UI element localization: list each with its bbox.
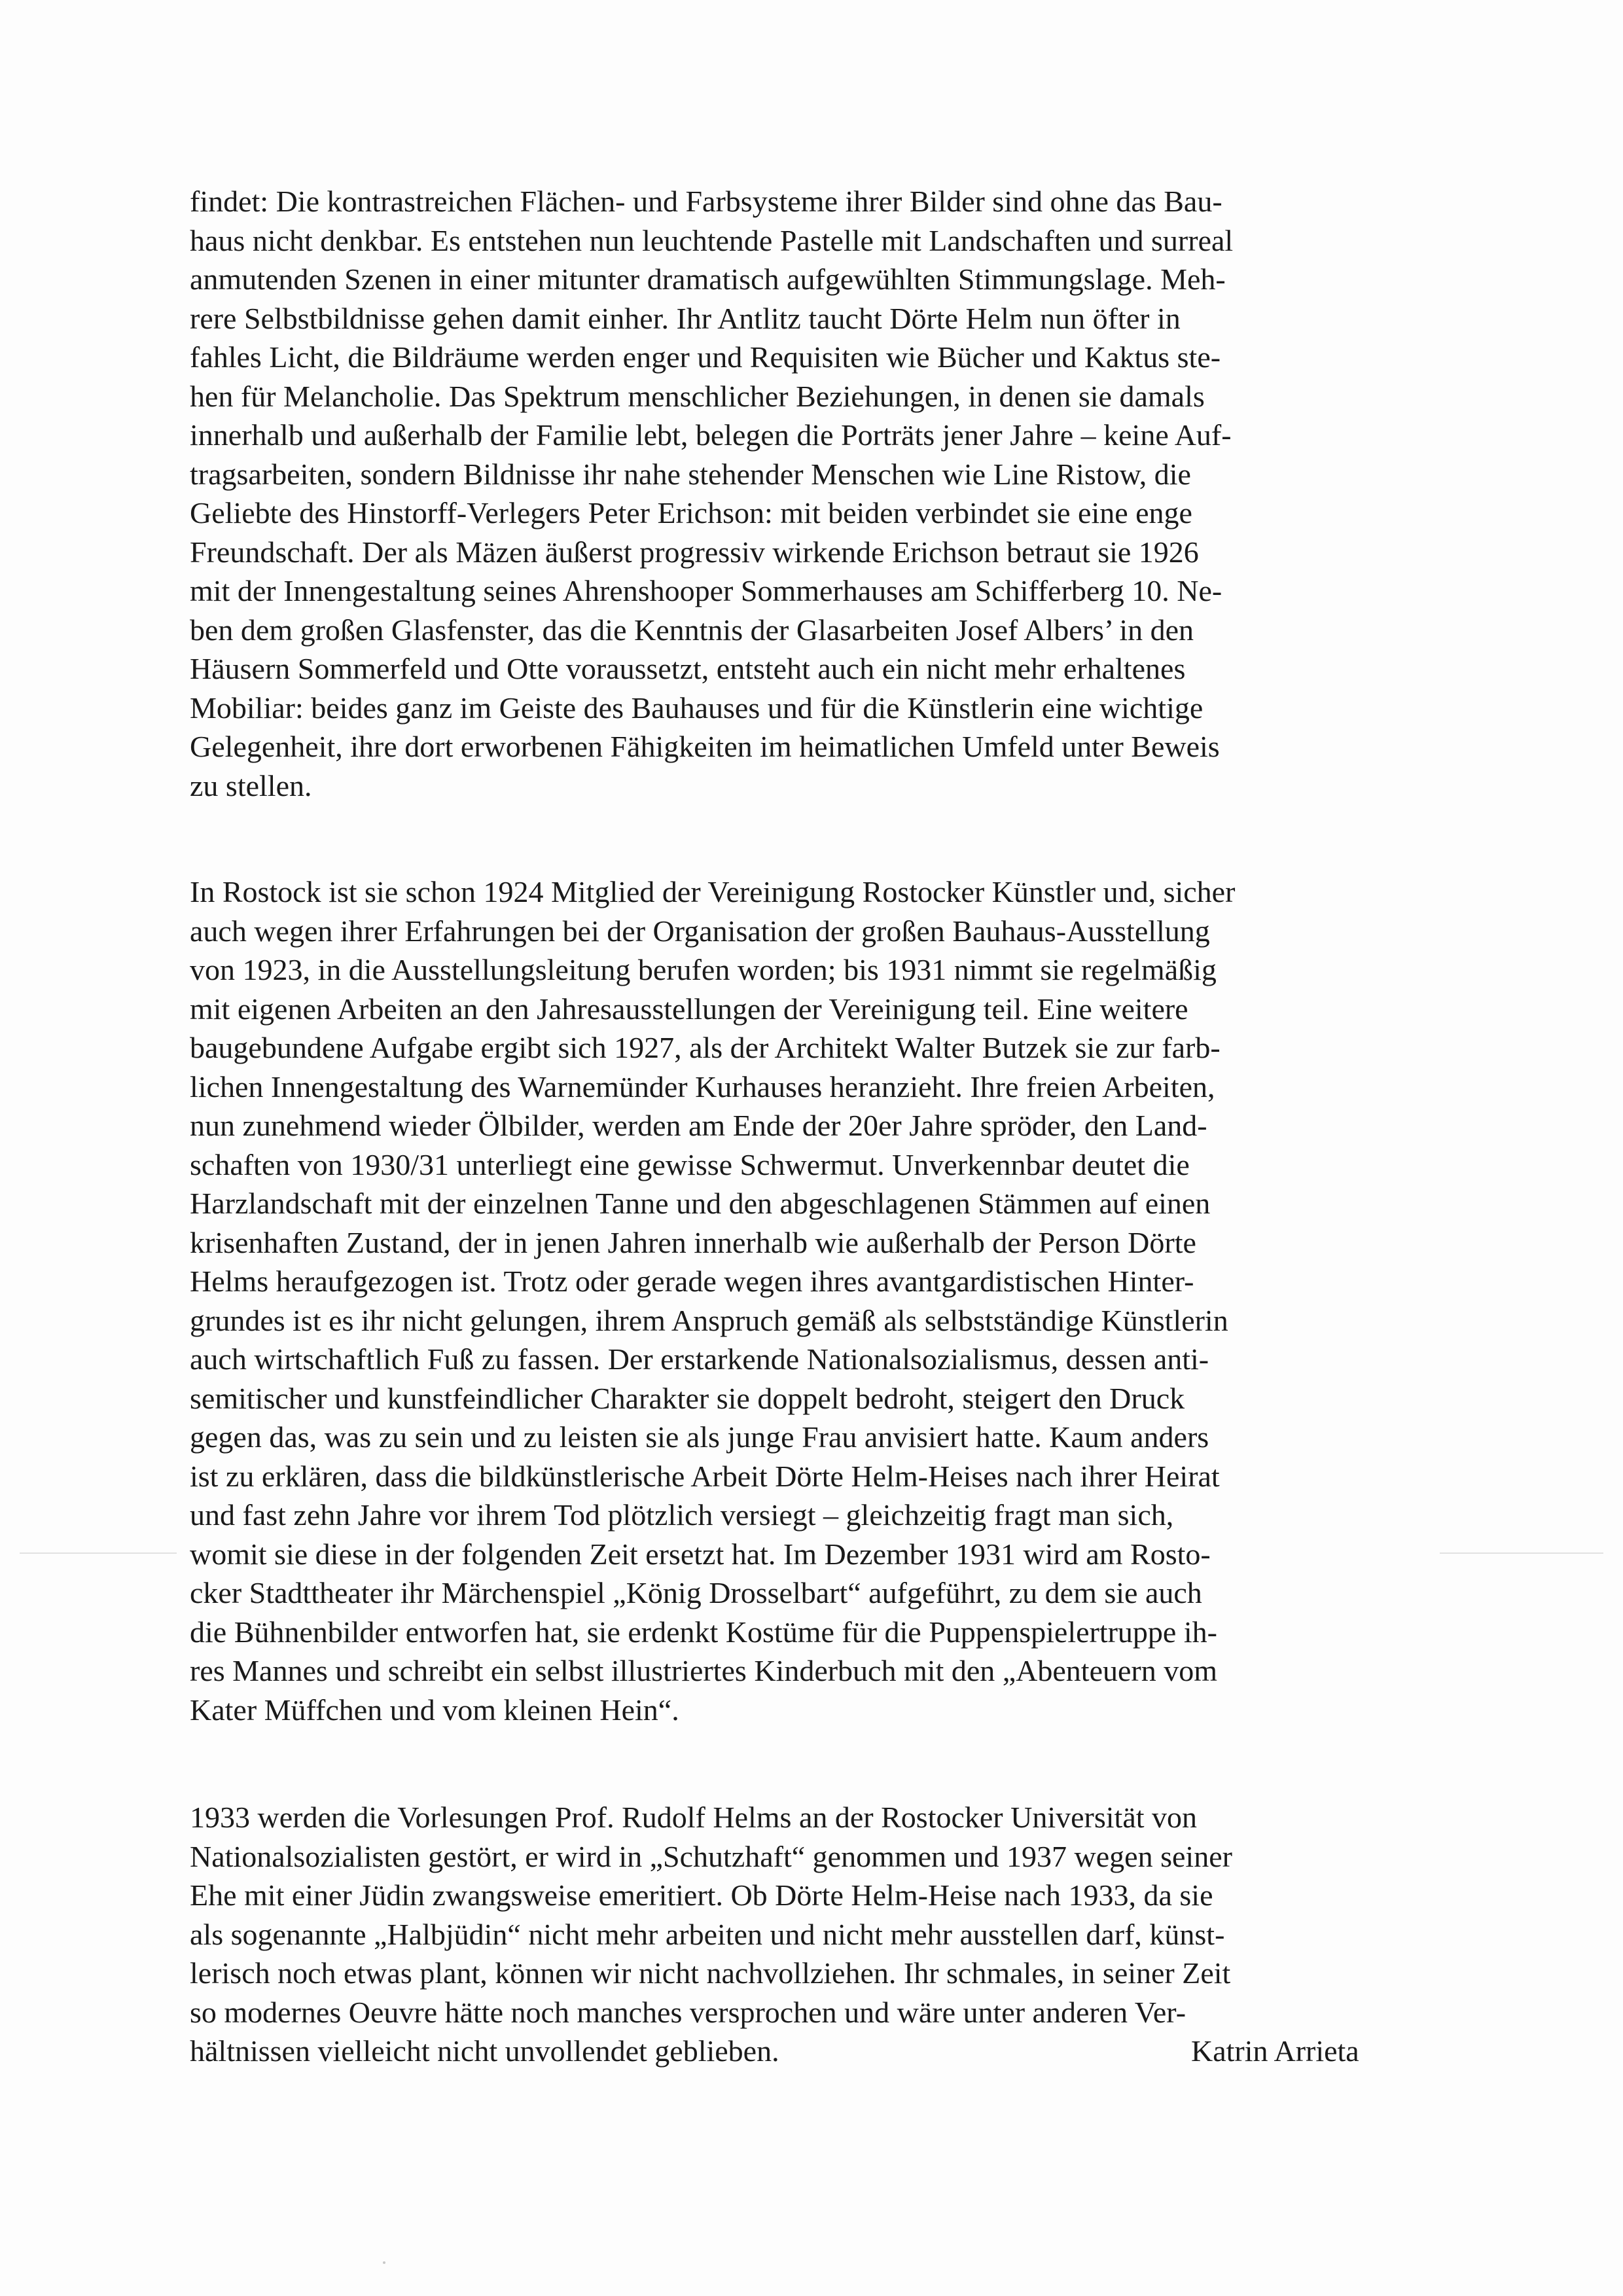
text-line: innerhalb und außerhalb der Familie lebt, belegen die Porträts jener Jahre – keine Auf- <box>190 418 1232 452</box>
text-line: Geliebte des Hinstorff-Verlegers Peter Erichson: mit beiden verbindet sie eine enge <box>190 496 1192 529</box>
text-line: gegen das, was zu sein und zu leisten sie als junge Frau anvisiert hatte. Kaum anders <box>190 1420 1209 1454</box>
paragraph-1 <box>190 182 1433 805</box>
text-line: mit eigenen Arbeiten an den Jahresausstellungen der Vereinigung teil. Eine weitere <box>190 992 1188 1026</box>
paragraph-3 <box>190 1798 1433 2071</box>
text-line: In Rostock ist sie schon 1924 Mitglied der Vereinigung Rostocker Künstler und, sicher <box>190 875 1236 908</box>
author-name: Katrin Arrieta <box>1191 2034 1359 2068</box>
text-line: auch wegen ihrer Erfahrungen bei der Organisation der großen Bauhaus-Ausstellung <box>190 914 1210 948</box>
text-line-with-signature <box>190 2032 1433 2071</box>
text-line: lichen Innengestaltung des Warnemünder Kurhauses heranzieht. Ihre freien Arbeiten, <box>190 1069 1215 1103</box>
text-line: von 1923, in die Ausstellungsleitung berufen worden; bis 1931 nimmt sie regelmäßig <box>190 953 1217 986</box>
text-line: Ehe mit einer Jüdin zwangsweise emeritiert. Ob Dörte Helm-Heise nach 1933, da sie <box>190 1878 1213 1912</box>
text-line: Kater Müffchen und vom kleinen Hein“. <box>190 1693 679 1727</box>
text-line: Freundschaft. Der als Mäzen äußerst progressiv wirkende Erichson betraut sie 1926 <box>190 535 1199 569</box>
text-line: die Bühnenbilder entworfen hat, sie erdenkt Kostüme für die Puppenspielertruppe ih- <box>190 1615 1217 1649</box>
text-line: baugebundene Aufgabe ergibt sich 1927, als der Architekt Walter Butzek sie zur farb- <box>190 1031 1221 1064</box>
text-line: grundes ist es ihr nicht gelungen, ihrem Anspruch gemäß als selbstständige Künstlerin <box>190 1303 1228 1337</box>
scan-line-artifact <box>20 1552 177 1554</box>
text-line: ben dem großen Glasfenster, das die Kenntnis der Glasarbeiten Josef Albers’ in den <box>190 613 1194 647</box>
text-line: Mobiliar: beides ganz im Geiste des Bauhauses und für die Künstlerin eine wichtige <box>190 691 1204 725</box>
text-line: Gelegenheit, ihre dort erworbenen Fähigkeiten im heimatlichen Umfeld unter Beweis <box>190 730 1220 763</box>
text-line: ist zu erklären, dass die bildkünstlerische Arbeit Dörte Helm-Heises nach ihrer Heirat <box>190 1459 1220 1493</box>
paragraph-2 <box>190 872 1433 1729</box>
scan-dot-artifact <box>383 2261 385 2264</box>
text-line: auch wirtschaftlich Fuß zu fassen. Der erstarkende Nationalsozialismus, dessen anti- <box>190 1342 1209 1376</box>
text-line: tragsarbeiten, sondern Bildnisse ihr nahe stehender Menschen wie Line Ristow, die <box>190 457 1191 491</box>
text-line: so modernes Oeuvre hätte noch manches versprochen und wäre unter anderen Ver- <box>190 1995 1186 2029</box>
text-line: schaften von 1930/31 unterliegt eine gewisse Schwermut. Unverkennbar deutet die <box>190 1147 1190 1181</box>
text-line: krisenhaften Zustand, der in jenen Jahren innerhalb wie außerhalb der Person Dörte <box>190 1225 1196 1259</box>
text-line: hen für Melancholie. Das Spektrum menschlicher Beziehungen, in denen sie damals <box>190 379 1205 413</box>
text-line: zu stellen. <box>190 768 312 802</box>
text-line: Harzlandschaft mit der einzelnen Tanne und den abgeschlagenen Stämmen auf einen <box>190 1187 1211 1220</box>
text-line: womit sie diese in der folgenden Zeit ersetzt hat. Im Dezember 1931 wird am Rosto- <box>190 1537 1211 1571</box>
text-line: 1933 werden die Vorlesungen Prof. Rudolf Helms an der Rostocker Universität von <box>190 1801 1198 1834</box>
text-line: nun zunehmend wieder Ölbilder, werden am Ende der 20er Jahre spröder, den Land- <box>190 1109 1207 1142</box>
text-line: als sogenannte „Halbjüdin“ nicht mehr arbeiten und nicht mehr ausstellen darf, künst- <box>190 1917 1225 1951</box>
text-line: und fast zehn Jahre vor ihrem Tod plötzlich versiegt – gleichzeitig fragt man sich, <box>190 1498 1174 1532</box>
text-line: cker Stadttheater ihr Märchenspiel „König Drosselbart“ aufgeführt, zu dem sie auch <box>190 1576 1202 1609</box>
text-line: haus nicht denkbar. Es entstehen nun leuchtende Pastelle mit Landschaften und surreal <box>190 223 1234 257</box>
text-line: fahles Licht, die Bildräume werden enger und Requisiten wie Bücher und Kaktus ste- <box>190 340 1221 374</box>
text-line: mit der Innengestaltung seines Ahrenshooper Sommerhauses am Schifferberg 10. Ne- <box>190 574 1222 607</box>
text-line: rere Selbstbildnisse gehen damit einher. Ihr Antlitz taucht Dörte Helm nun öfter in <box>190 301 1181 335</box>
text-line: Häusern Sommerfeld und Otte voraussetzt, entsteht auch ein nicht mehr erhaltenes <box>190 652 1186 685</box>
text-line: hältnissen vielleicht nicht unvollendet geblieben. <box>190 2034 779 2068</box>
text-line: Helms heraufgezogen ist. Trotz oder gerade wegen ihres avantgardistischen Hinter- <box>190 1265 1194 1298</box>
text-line: lerisch noch etwas plant, können wir nicht nachvollziehen. Ihr schmales, in seiner Zeit <box>190 1956 1231 1990</box>
scan-line-artifact <box>1440 1552 1603 1554</box>
text-line: res Mannes und schreibt ein selbst illustriertes Kinderbuch mit den „Abenteuern vom <box>190 1654 1217 1687</box>
text-line: semitischer und kunstfeindlicher Charakter sie doppelt bedroht, steigert den Druck <box>190 1381 1185 1415</box>
text-line: findet: Die kontrastreichen Flächen- und Farbsysteme ihrer Bilder sind ohne das Bau- <box>190 185 1222 218</box>
text-line: Nationalsozialisten gestört, er wird in „Schutzhaft“ genommen und 1937 wegen seiner <box>190 1839 1232 1873</box>
text-line: anmutenden Szenen in einer mitunter dramatisch aufgewühlten Stimmungslage. Meh- <box>190 262 1226 296</box>
